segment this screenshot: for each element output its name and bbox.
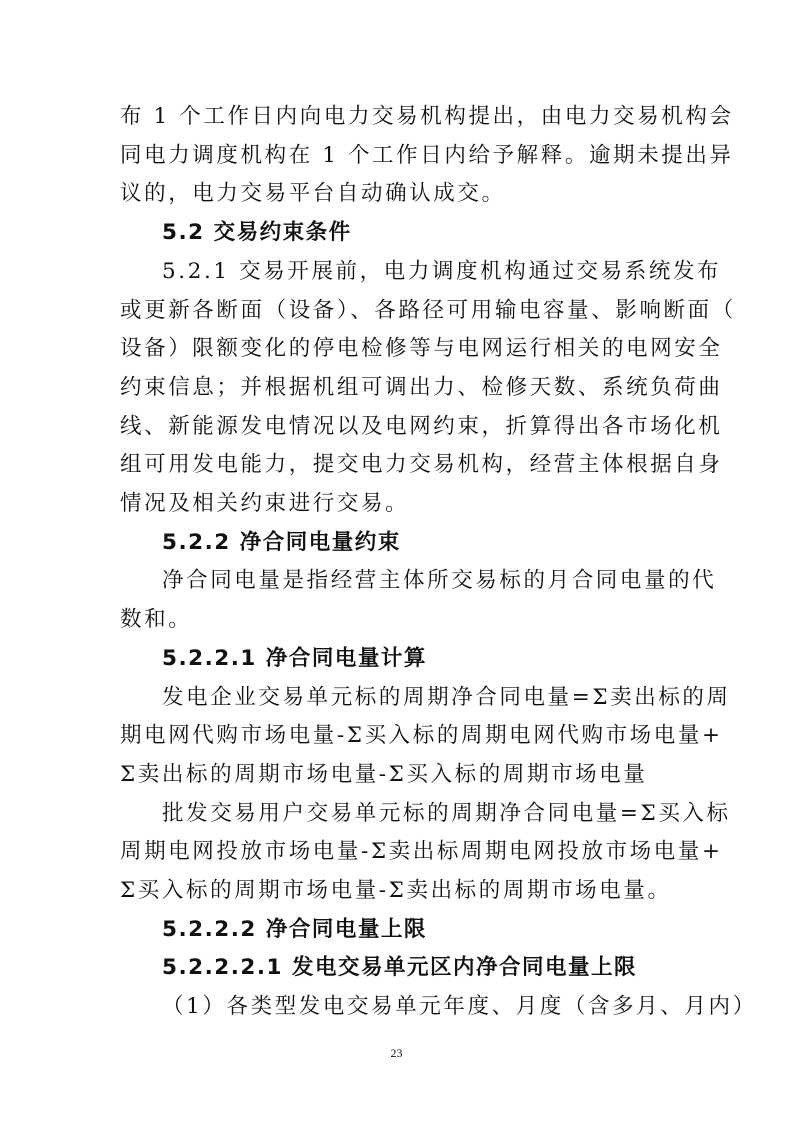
page-number: 23: [390, 1046, 403, 1060]
section-heading: 5.2 交易约束条件: [162, 220, 352, 246]
paragraph-line: （1）各类型发电交易单元年度、月度（含多月、月内）: [162, 994, 757, 1020]
paragraph-line: 线、新能源发电情况以及电网约束，折算得出各市场化机: [120, 413, 723, 439]
paragraph-line: 布 1 个工作日内向电力交易机构提出，由电力交易机构会: [120, 104, 734, 129]
paragraph-line: 批发交易用户交易单元标的周期净合同电量=Σ买入标: [162, 800, 731, 826]
paragraph-line: 数和。: [120, 607, 193, 633]
paragraph-line: 设备）限额变化的停电检修等与电网运行相关的电网安全: [120, 336, 723, 362]
paragraph-line: Σ卖出标的周期市场电量-Σ买入标的周期市场电量: [120, 761, 648, 787]
paragraph-line: 约束信息；并根据机组可调出力、检修天数、系统负荷曲: [120, 374, 723, 400]
section-heading: 5.2.2.2 净合同电量上限: [162, 916, 427, 942]
section-heading: 5.2.2.1 净合同电量计算: [162, 645, 427, 671]
paragraph-line: 组可用发电能力，提交电力交易机构，经营主体根据自身: [120, 452, 723, 478]
paragraph-line: 议的，电力交易平台自动确认成交。: [120, 181, 506, 207]
section-heading: 5.2.2 净合同电量约束: [162, 529, 401, 555]
paragraph-line: 期电网代购市场电量-Σ买入标的周期电网代购市场电量+: [120, 723, 723, 749]
paragraph-line: 5.2.1 交易开展前，电力调度机构通过交易系统发布: [162, 258, 722, 284]
section-heading: 5.2.2.2.1 发电交易单元区内净合同电量上限: [162, 955, 637, 981]
paragraph-line: 情况及相关约束进行交易。: [120, 491, 410, 516]
paragraph-line: 发电企业交易单元标的周期净合同电量=Σ卖出标的周: [162, 684, 731, 710]
paragraph-line: 周期电网投放市场电量-Σ卖出标周期电网投放市场电量+: [120, 839, 723, 865]
paragraph-line: 同电力调度机构在 1 个工作日内给予解释。逾期未提出异: [120, 142, 734, 168]
paragraph-line: 净合同电量是指经营主体所交易标的月合同电量的代: [162, 568, 717, 594]
paragraph-line: Σ买入标的周期市场电量-Σ卖出标的周期市场电量。: [120, 878, 672, 903]
paragraph-line: 或更新各断面（设备）、各路径可用输电容量、影响断面（: [120, 297, 736, 323]
